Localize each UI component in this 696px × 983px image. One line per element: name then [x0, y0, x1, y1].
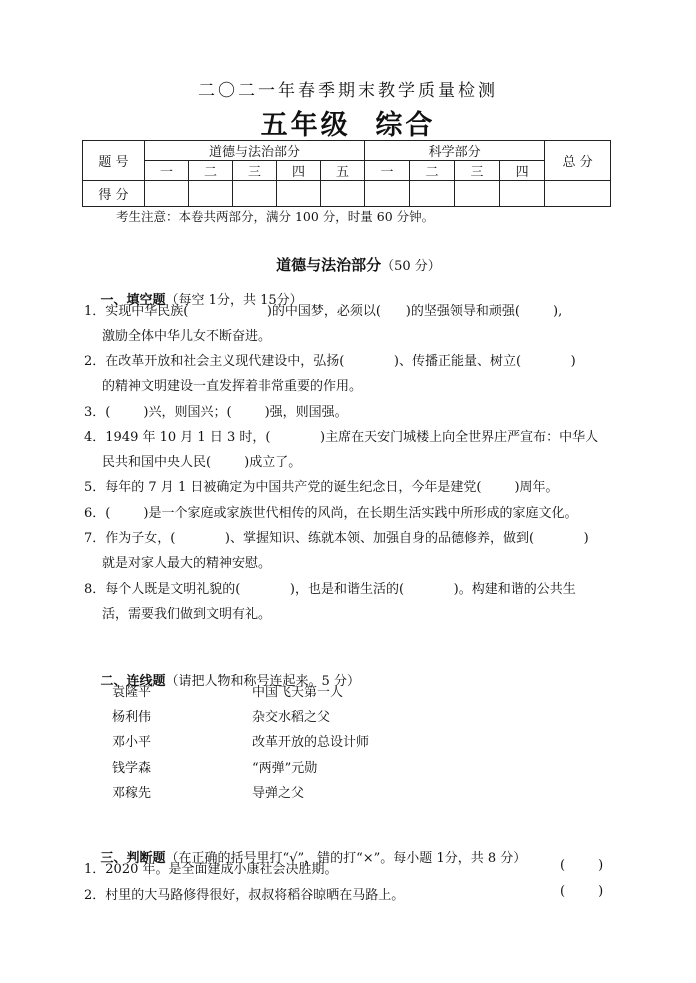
question-line: 2．在改革开放和社会主义现代建设中，弘扬( )、传播正能量、树立( )	[84, 354, 576, 369]
question-line: 5．每年的 7 月 1 日被确定为中国共产党的诞生纪念日，今年是建党( )周年。	[84, 480, 559, 495]
score-table-col: 三	[233, 161, 277, 181]
part2-heading-note: （请把人物和称号连起来。5 分）	[165, 674, 360, 689]
question-line: 3．( )兴，则国兴；( )强，则国强。	[84, 405, 348, 420]
score-table-score-label: 得 分	[83, 181, 145, 207]
match-person[interactable]: 钱学森	[112, 761, 152, 776]
score-table-col: 二	[189, 161, 233, 181]
judge-item: 2．村里的大马路修得很好，叔叔将稻谷晾晒在马路上。	[84, 888, 405, 903]
section-title-text: 道德与法治部分	[276, 256, 382, 274]
score-cell[interactable]	[365, 181, 410, 207]
answer-bracket[interactable]: ( )	[560, 858, 604, 873]
part1-heading-text: 一、填空题	[100, 293, 166, 308]
match-title[interactable]: 导弹之父	[252, 786, 305, 801]
score-table-row-label: 题 号	[83, 141, 145, 181]
score-cell[interactable]	[145, 181, 189, 207]
score-table-group-moral: 道德与法治部分	[145, 141, 365, 161]
question-line: 8．每个人既是文明礼貌的( )，也是和谐生活的( )。构建和谐的公共生	[84, 582, 576, 597]
question-line: 7．作为子女，( )、掌握知识、练就本领、加强自身的品德修养，做到( )	[84, 531, 589, 546]
score-table-col: 四	[500, 161, 545, 181]
score-table-col: 三	[455, 161, 500, 181]
part3-heading-text: 三、判断题	[100, 851, 166, 866]
question-line: 就是对家人最大的精神安慰。	[102, 556, 272, 571]
match-person[interactable]: 杨利伟	[112, 710, 152, 725]
judge-item: 1．2020 年。是全面建成小康社会决胜期。	[84, 862, 338, 877]
part1-heading-note: （每空 1分，共 15分）	[165, 293, 303, 308]
score-table-total: 总 分	[545, 141, 611, 181]
part2-heading-text: 二、连线题	[100, 674, 166, 689]
score-table-col: 四	[277, 161, 321, 181]
match-person[interactable]: 邓稼先	[112, 786, 152, 801]
match-title[interactable]: “两弹”元勋	[252, 761, 318, 776]
score-cell[interactable]	[500, 181, 545, 207]
score-table-group-science: 科学部分	[365, 141, 545, 161]
match-title[interactable]: 杂交水稻之父	[252, 710, 331, 725]
score-cell[interactable]	[189, 181, 233, 207]
score-cell[interactable]	[277, 181, 321, 207]
match-person[interactable]: 袁隆平	[112, 685, 152, 700]
question-line: 活，需要我们做到文明有礼。	[102, 607, 272, 622]
question-line: 6．( )是一个家庭或家族世代相传的风尚，在长期生活实践中所形成的家庭文化。	[84, 506, 578, 521]
score-cell[interactable]	[321, 181, 365, 207]
score-table-col: 五	[321, 161, 365, 181]
score-table	[82, 140, 611, 207]
exam-title-main: 五年级 综合	[260, 110, 436, 141]
question-line: 的精神文明建设一直发挥着非常重要的作用。	[102, 379, 363, 394]
question-line: 4．1949 年 10 月 1 日 3 时，( )主席在天安门城楼上向全世界庄严宣布：中华人	[84, 430, 599, 445]
question-line: 激励全体中华儿女不断奋进。	[102, 329, 272, 344]
exam-title-line: 二〇二一年春季期末教学质量检测	[198, 81, 498, 101]
part3-heading-note: （在正确的括号里打“√”，错的打“×”。每小题 1分，共 8 分）	[165, 851, 527, 866]
score-cell[interactable]	[455, 181, 500, 207]
match-person[interactable]: 邓小平	[112, 735, 152, 750]
question-line: 1．实现中华民族( )的中国梦，必须以( )的坚强领导和顽强( ),	[84, 304, 563, 319]
section-score: （50 分）	[381, 259, 441, 274]
match-title[interactable]: 改革开放的总设计师	[252, 735, 370, 750]
answer-bracket[interactable]: ( )	[560, 884, 604, 899]
score-table-col: 一	[365, 161, 410, 181]
score-table-col: 一	[145, 161, 189, 181]
exam-notice: 考生注意：本卷共两部分，满分 100 分，时量 60 分钟。	[116, 209, 435, 224]
score-cell-total[interactable]	[545, 181, 611, 207]
match-title[interactable]: 中国飞天第一人	[252, 685, 344, 700]
score-cell[interactable]	[233, 181, 277, 207]
score-table-col: 二	[410, 161, 455, 181]
question-line: 民共和国中央人民( )成立了。	[102, 455, 302, 470]
score-cell[interactable]	[410, 181, 455, 207]
